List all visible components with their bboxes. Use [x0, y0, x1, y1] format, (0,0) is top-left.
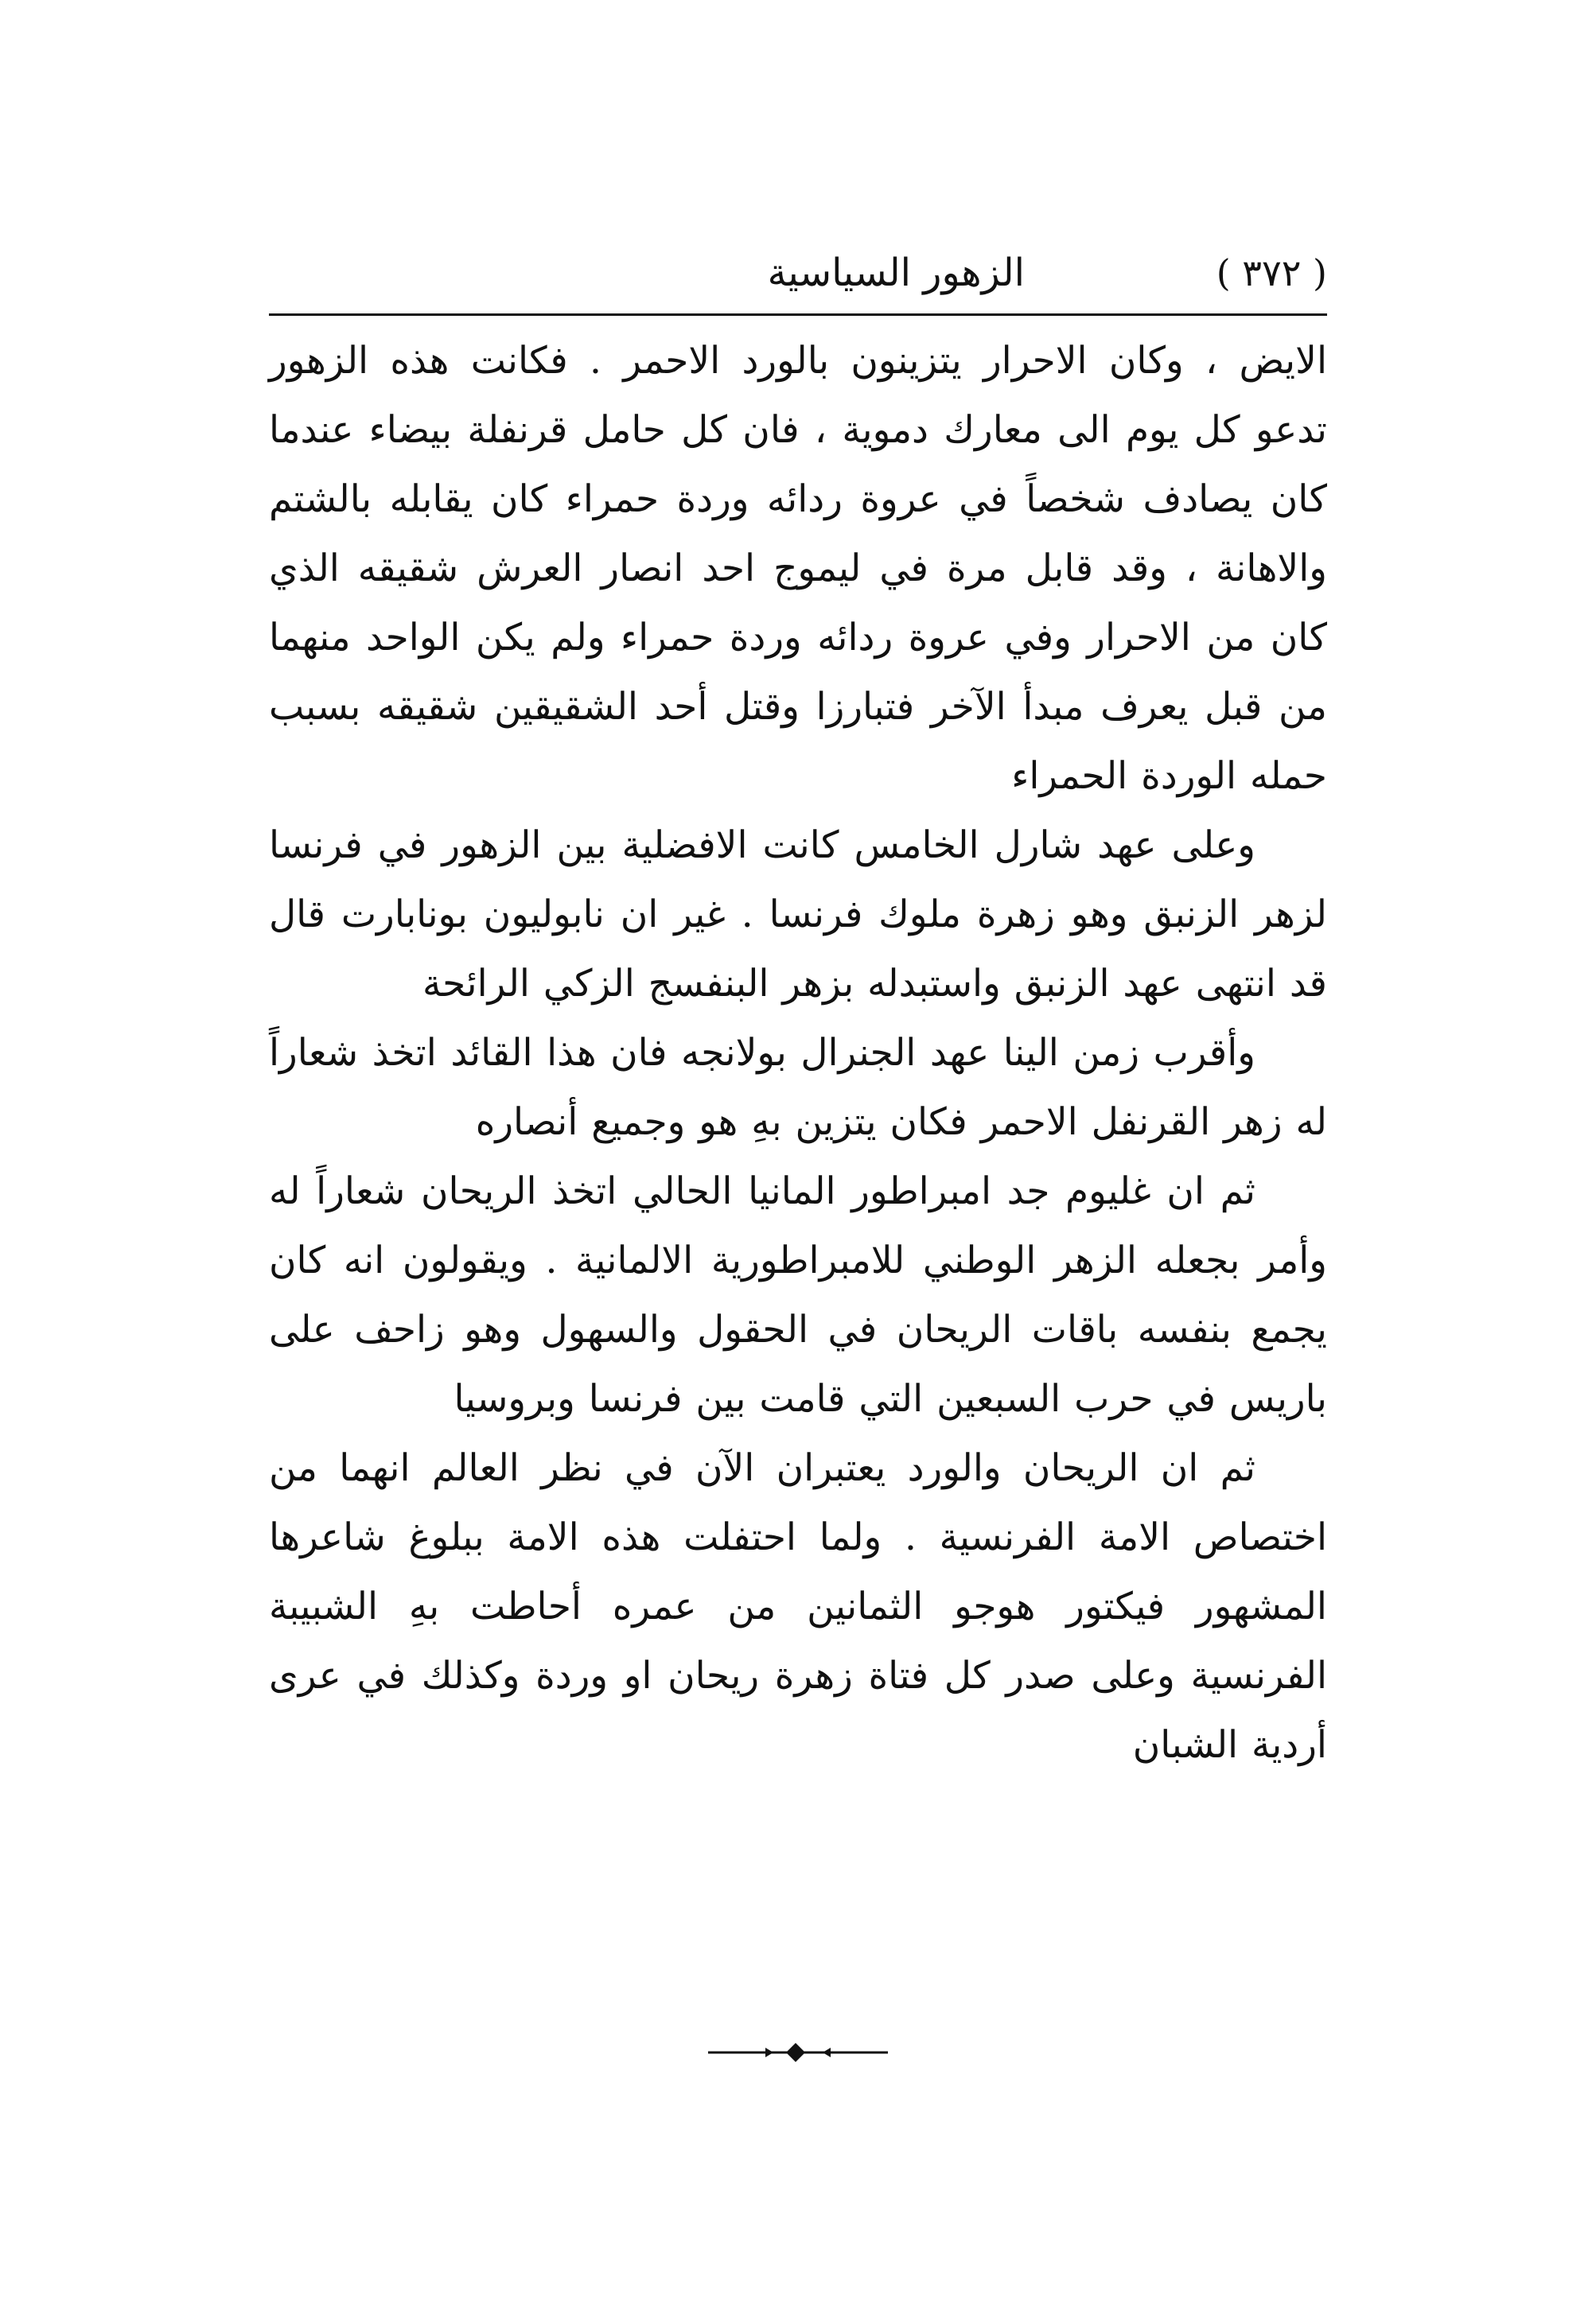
paragraph-3: وأقرب زمن الينا عهد الجنرال بولانجه فان هذا القائد اتخذ شعاراً له زهر القرنفل الاحمر فكان يتزين بهِ هو وجميع أنصاره	[269, 1031, 1327, 1144]
paragraph-4: ثم ان غليوم جد امبراطور المانيا الحالي اتخذ الريحان شعاراً له وأمر بجعله الزهر الوطني للامبراطورية الالمانية . ويقولون انه كان يجمع بنفسه باقات الريحان في الحقول والسهول وهو زاحف على باريس في حرب السبعين التي قامت بين فرنسا وبروسيا	[269, 1169, 1327, 1421]
paragraph-1: الايض ، وكان الاحرار يتزينون بالورد الاحمر . فكانت هذه الزهور تدعو كل يوم الى معارك دموية ، فان كل حامل قرنفلة بيضاء عندما كان يصادف شخصاً في عروة ردائه وردة حمراء كان يقابله بالشتم والاهانة ، وقد قابل مرة في ليموج احد انصار العرش شقيقه الذي كان من الاحرار وفي عروة ردائه وردة حمراء ولم يكن الواحد منهما من قبل يعرف مبدأ الآخر فتبارزا وقتل أحد الشقيقين شقيقه بسبب حمله الوردة الحمراء	[269, 339, 1327, 798]
running-title: الزهور السياسية	[767, 251, 1025, 295]
paragraph-5: ثم ان الريحان والورد يعتبران الآن في نظر العالم انهما من اختصاص الامة الفرنسية . ولما احتفلت هذه الامة ببلوغ شاعرها المشهور فيكتور هوجو الثمانين من عمره أحاطت بهِ الشبيبة الفرنسية وعلى صدر كل فتاة زهرة ريحان او وردة وكذلك في عرى أردية الشبان	[269, 1446, 1327, 1767]
page-header	[269, 239, 1327, 307]
end-ornament-icon	[707, 2037, 889, 2068]
page-number: ( ٣٧٢ )	[1216, 251, 1327, 294]
header-rule	[269, 313, 1327, 316]
paragraph-2: وعلى عهد شارل الخامس كانت الافضلية بين الزهور في فرنسا لزهر الزنبق وهو زهرة ملوك فرنسا . غير ان نابوليون بونابارت قال قد انتهى عهد الزنبق واستبدله بزهر البنفسج الزكي الرائحة	[269, 823, 1327, 1006]
page-body	[269, 326, 1327, 1780]
